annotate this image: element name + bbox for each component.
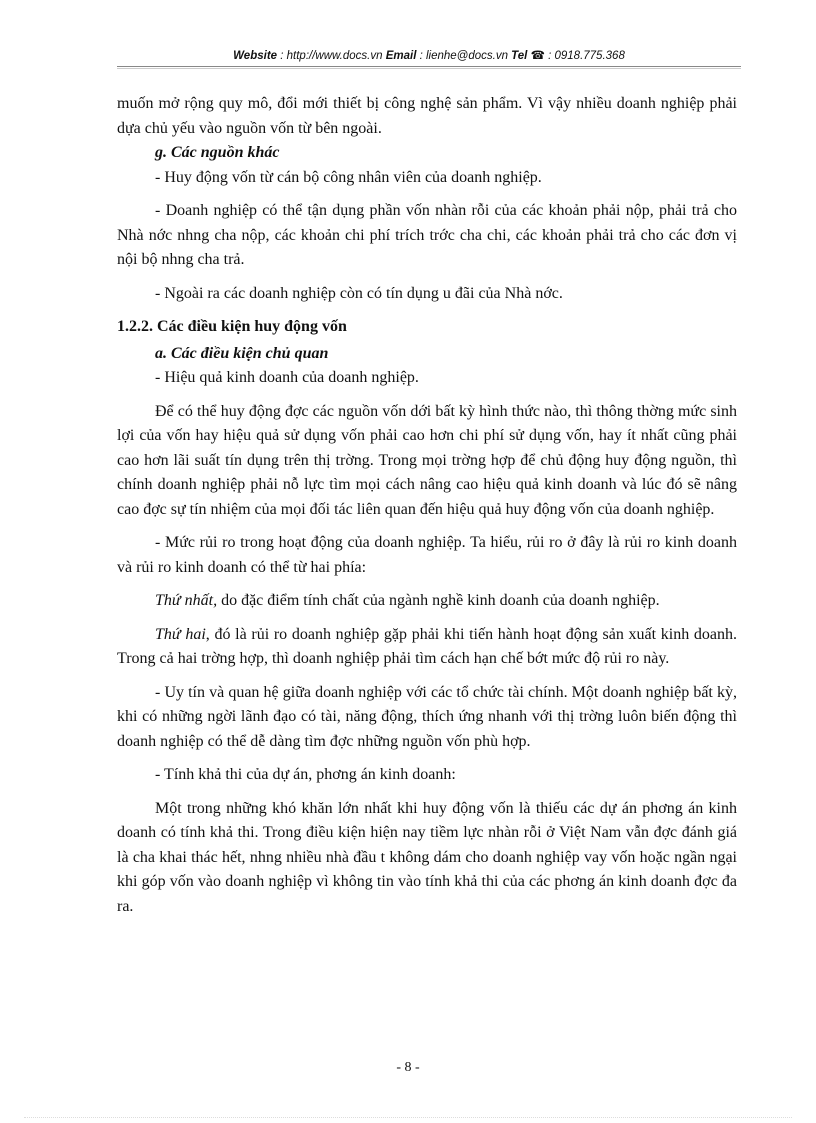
subheading-g: g. Các nguồn khác: [155, 144, 280, 161]
tel-value: : 0918.775.368: [544, 50, 625, 62]
tel-label: Tel: [511, 50, 528, 62]
paragraph: - Huy động vốn từ cán bộ công nhân viên của doanh nghiệp.: [155, 168, 542, 186]
paragraph: - Doanh nghiệp có thể tận dụng phần vốn nhàn rỗi của các khoản phải nộp, phải trả cho Nhà nớc nhng cha nộp, các khoản chi phí trích trớc cha chi, các khoản phải trả cho các đơn vị nội bộ nhng cha trả.: [117, 202, 737, 268]
paragraph: [117, 623, 737, 672]
paragraph: - Mức rủi ro trong hoạt động của doanh nghiệp. Ta hiểu, rủi ro ở đây là rủi ro kinh doanh và rủi ro kinh doanh có thể từ hai phía:: [117, 534, 737, 576]
section-title: 1.2.2. Các điều kiện huy động vốn: [117, 318, 347, 335]
paragraph-text: do đặc điểm tính chất của ngành nghề kinh doanh của doanh nghiệp.: [217, 592, 660, 609]
paragraph: - Ngoài ra các doanh nghiệp còn có tín dụng u đãi của Nhà nớc.: [155, 284, 563, 302]
footer-divider: [24, 1117, 792, 1118]
email-value: : lienhe@docs.vn: [416, 50, 512, 62]
paragraph: - Hiệu quả kinh doanh của doanh nghiệp.: [155, 369, 419, 386]
paragraph: [117, 589, 737, 614]
document-body: [117, 92, 737, 928]
emphasis: Thứ hai: [155, 625, 206, 643]
website-value: : http://www.docs.vn: [277, 50, 386, 62]
page-number: - 8 -: [396, 1060, 420, 1075]
header-divider: [117, 66, 741, 69]
phone-icon: ☎: [530, 50, 545, 62]
emphasis: Thứ nhất,: [155, 592, 218, 609]
paragraph: muốn mở rộng quy mô, đổi mới thiết bị công nghệ sản phẩm. Vì vậy nhiều doanh nghiệp phải dựa chủ yếu vào nguồn vốn từ bên ngoài.: [117, 95, 737, 137]
website-label: Website: [233, 50, 278, 62]
paragraph: - Tính khả thi của dự án, phơng án kinh doanh:: [155, 766, 456, 783]
paragraph: Một trong những khó khăn lớn nhất khi huy động vốn là thiếu các dự án phơng án kinh doanh có tính khả thi. Trong điều kiện hiện nay tiềm lực nhàn rỗi ở Việt Nam vẫn đợc đánh giá là cha khai thác hết, nhng nhiều nhà đầu t không dám cho doanh nghiệp vay vốn hoặc ngần ngại khi góp vốn vào doanh nghiệp vì không tin vào tính khả thi của các phơng án kinh doanh đợc đa ra.: [117, 799, 737, 915]
paragraph: Để có thể huy động đợc các nguồn vốn dới bất kỳ hình thức nào, thì thông thờng mức sinh lợi của vốn hay hiệu quả sử dụng vốn phải cao hơn chi phí sử dụng vốn, hay ít nhất cũng phải cao hơn lãi suất tín dụng trên thị trờng. Trong mọi trờng hợp để chủ động huy động nguồn, thì chính doanh nghiệp phải nỗ lực tìm mọi cách nâng cao hiệu quả kinh doanh và lúc đó sẽ nâng cao đợc sự tín nhiệm của mọi đối tác liên quan đến hiệu quả huy động vốn của doanh nghiệp.: [117, 402, 737, 518]
email-label: Email: [385, 50, 417, 62]
page-header: [117, 48, 741, 62]
paragraph-text: , đó là rủi ro doanh nghiệp gặp phải khi tiến hành hoạt động sản xuất kinh doanh. Trong cả hai trờng hợp, thì doanh nghiệp phải tìm cách hạn chế bớt mức độ rủi ro này.: [117, 625, 737, 667]
subheading-a: a. Các điều kiện chủ quan: [155, 344, 329, 362]
paragraph: - Uy tín và quan hệ giữa doanh nghiệp với các tổ chức tài chính. Một doanh nghiệp bất kỳ, khi có những ngời lãnh đạo có tài, năng động, thích ứng nhanh với thị trờng luôn biến động thì doanh nghiệp có thể dễ dàng tìm đợc những nguồn vốn phù hợp.: [117, 683, 737, 750]
